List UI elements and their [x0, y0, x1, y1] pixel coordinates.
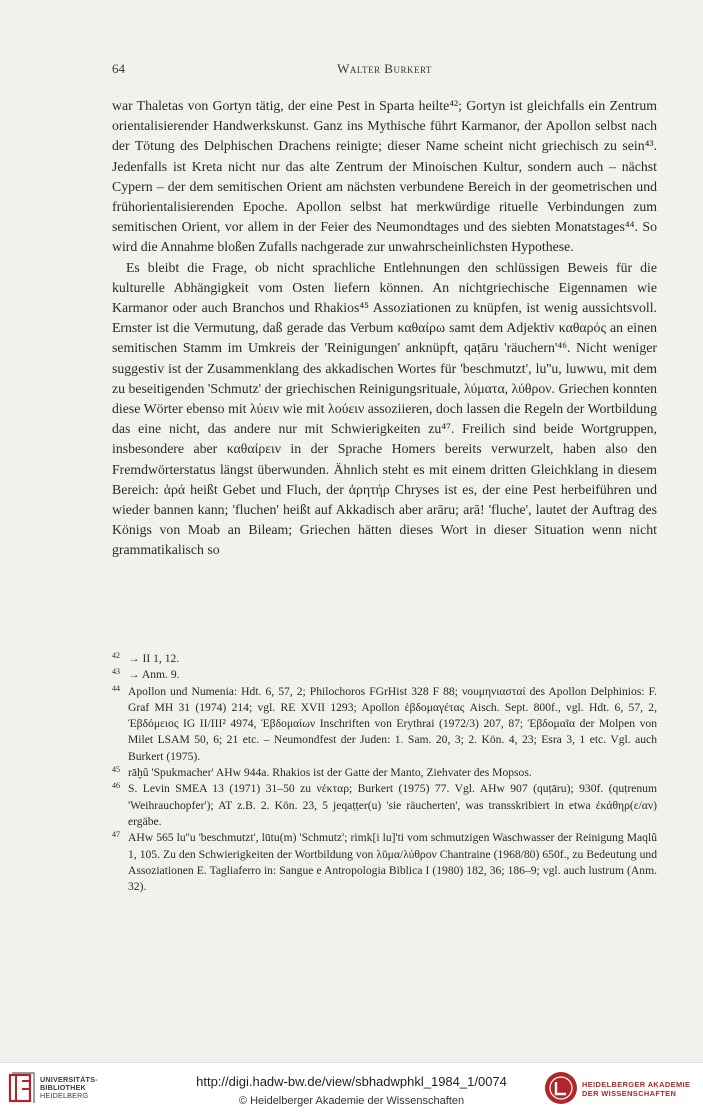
footnote-text: rāḫû 'Spukmacher' AHw 944a. Rhakios ist der Gatte der Manto, Ziehvater des Mopsos.: [128, 766, 532, 780]
library-name: UNIVERSITÄTS- BIBLIOTHEK HEIDELBERG: [40, 1075, 98, 1100]
footnotes: [112, 651, 657, 895]
footnote: [112, 684, 657, 765]
footnote-text: S. Levin SMEA 13 (1971) 31–50 zu νέκταρ; Burkert (1975) 77. Vgl. AHw 907 (quṭāru); 930f. (quṭrenum 'Weihrauchopfer'); AT z.B. 2. Kön. 23, 5 jeqaṭṭer(u) 'sie räucherten', was transskribiert in etwa ἐκάθηρ(ε/αν) ergäbe.: [128, 782, 657, 828]
footnote: [112, 651, 657, 667]
footnote-number: 43: [112, 667, 120, 677]
main-text: [112, 96, 657, 561]
footnote-number: 46: [112, 781, 120, 791]
paragraph: Es bleibt die Frage, ob nicht sprachliche Entlehnungen den schlüssigen Beweis für die kulturelle Abhängigkeit vom Osten liefern können. An nichtgriechische Eigennamen wie Karmanor oder auch Branchos und Rhakios⁴⁵ Assoziationen zu knüpfen, ist wenig aussichtsvoll. Ernster ist die Vermutung, daß gerade das Verbum καθαίρω samt dem Adjektiv καθαρός an einen semitischen Stamm im Umkreis der 'Reinigungen' anknüpft, qaṭāru 'räuchern'⁴⁶. Nicht weniger suggestiv ist der Zusammenklang des akkadischen Wortes für 'beschmutzt', lu''u, luwwu, mit dem zu beseitigenden 'Schmutz' der griechischen Reinigungsrituale, λύματα, λύθρον. Griechen konnten diese Wörter ebenso mit λύειν wie mit λούειν assoziieren, doch lassen die Regeln der Wortbildung das eine nicht, das andere nur mit Schwierigkeiten zu⁴⁷. Freilich sind beide Wortgruppen, insbesondere aber καθαίρειν in der Sprache Homers bereits verwurzelt, haben also den Fremdwörterstatus längst überwunden. Ähnlich steht es mit einem dritten Gleichklang in diesem Bereich: ἀρά heißt Gebet und Fluch, der ἀρητήρ Chryses ist es, der eine Pest herbeiführen und wieder bannen kann; 'fluchen' heißt auf Akkadisch aber arāru; arā! 'fluche', lautet der Auftrag des Königs von Moab an Bileam; Griechen hätten dieses Wort in dieser Situation wenn nicht grammatikalisch so: [112, 259, 657, 558]
page-number: 64: [112, 61, 125, 76]
paragraph: war Thaletas von Gortyn tätig, der eine Pest in Sparta heilte⁴²; Gortyn ist gleichfalls ein Zentrum orientalisierender Handwerkskunst. Ganz ins Mythische führt Karmanor, der Apollon selbst nach der Tötung des Delphischen Drachens reinigte; dieser Name scheint nicht griechisch zu sein⁴³. Jedenfalls ist Kreta nicht nur das alte Zentrum der Minoischen Kultur, sondern auch – nächst Cypern – der dem semitischen Orient am nächsten verbundene Bereich in der geometrischen und frühorientalisierenden Epoche. Apollon selbst hat merkwürdige rituelle Verbindungen zum semitischen Orient, vor allem in der Feier des Neumondtages und des siebten Monatstages⁴⁴. So wird die Annahme bloßen Zufalls nachgerade zur unwahrscheinlichsten Hypothese.: [112, 98, 657, 255]
permalink[interactable]: http://digi.hadw-bw.de/view/sbhadwphkl_1984_1/0074: [196, 1074, 507, 1089]
footnote-number: 44: [112, 683, 120, 693]
footnote-text: → II 1, 12.: [128, 652, 180, 665]
footnote: [112, 830, 657, 895]
footnote-number: 47: [112, 830, 120, 840]
footnote-number: 45: [112, 765, 120, 775]
digitization-footer: [0, 1062, 703, 1114]
footnote-text: → Anm. 9.: [128, 668, 180, 682]
copyright-notice: © Heidelberger Akademie der Wissenschaften: [238, 1095, 465, 1107]
academy-seal-icon: [544, 1071, 578, 1105]
footnote-text: AHw 565 lu''u 'beschmutzt', lūtu(m) 'Schmutz'; rimk[i lu]'ti vom schmutzigen Waschwasser der Reinigung Maqlû 1, 105. Zu den Schwierigkeiten der Wortbildung von λῦμα/λύθρον Chantraine (1968/80) 650f., zu Bedeutung und Assoziationen E. Tagliaferro in: Sangue e Antropologia Biblica I (1980) 182, 36; 186–9; vgl. auch lustrum (Anm. 32).: [128, 831, 657, 894]
academy-name: HEIDELBERGER AKADEMIE DER WISSENSCHAFTEN: [582, 1080, 691, 1098]
footnote-number: 42: [112, 651, 120, 660]
footnote: [112, 667, 657, 683]
running-head: [112, 61, 657, 79]
footnote: [112, 781, 657, 830]
footnote: [112, 765, 657, 781]
footnote-text: Apollon und Numenia: Hdt. 6, 57, 2; Philochoros FGrHist 328 F 88; νουμηνιασταί des Apollon Delphinios: F. Graf MH 31 (1974) 214; vgl. RE XVII 1293; Apollon ἑβδομαγέτας Aisch. Sept. 800f., vgl. Hdt. 6, 57, 2, Ἑβδόμειος IG II/III² 4974, Ἑβδομαίων Inschriften von Erythrai (1972/3) 207, 87; Ἑβδομαῖα der Molpen von Milet LSAM 50, 6; 21 etc. – Neumondfest der Juden: 1. Sam. 20, 3; 2. Kön. 4, 23; Esra 3, 1 etc. Vgl. auch Burkert (1975).: [128, 684, 657, 763]
running-head-author: Walter Burkert: [337, 61, 432, 76]
